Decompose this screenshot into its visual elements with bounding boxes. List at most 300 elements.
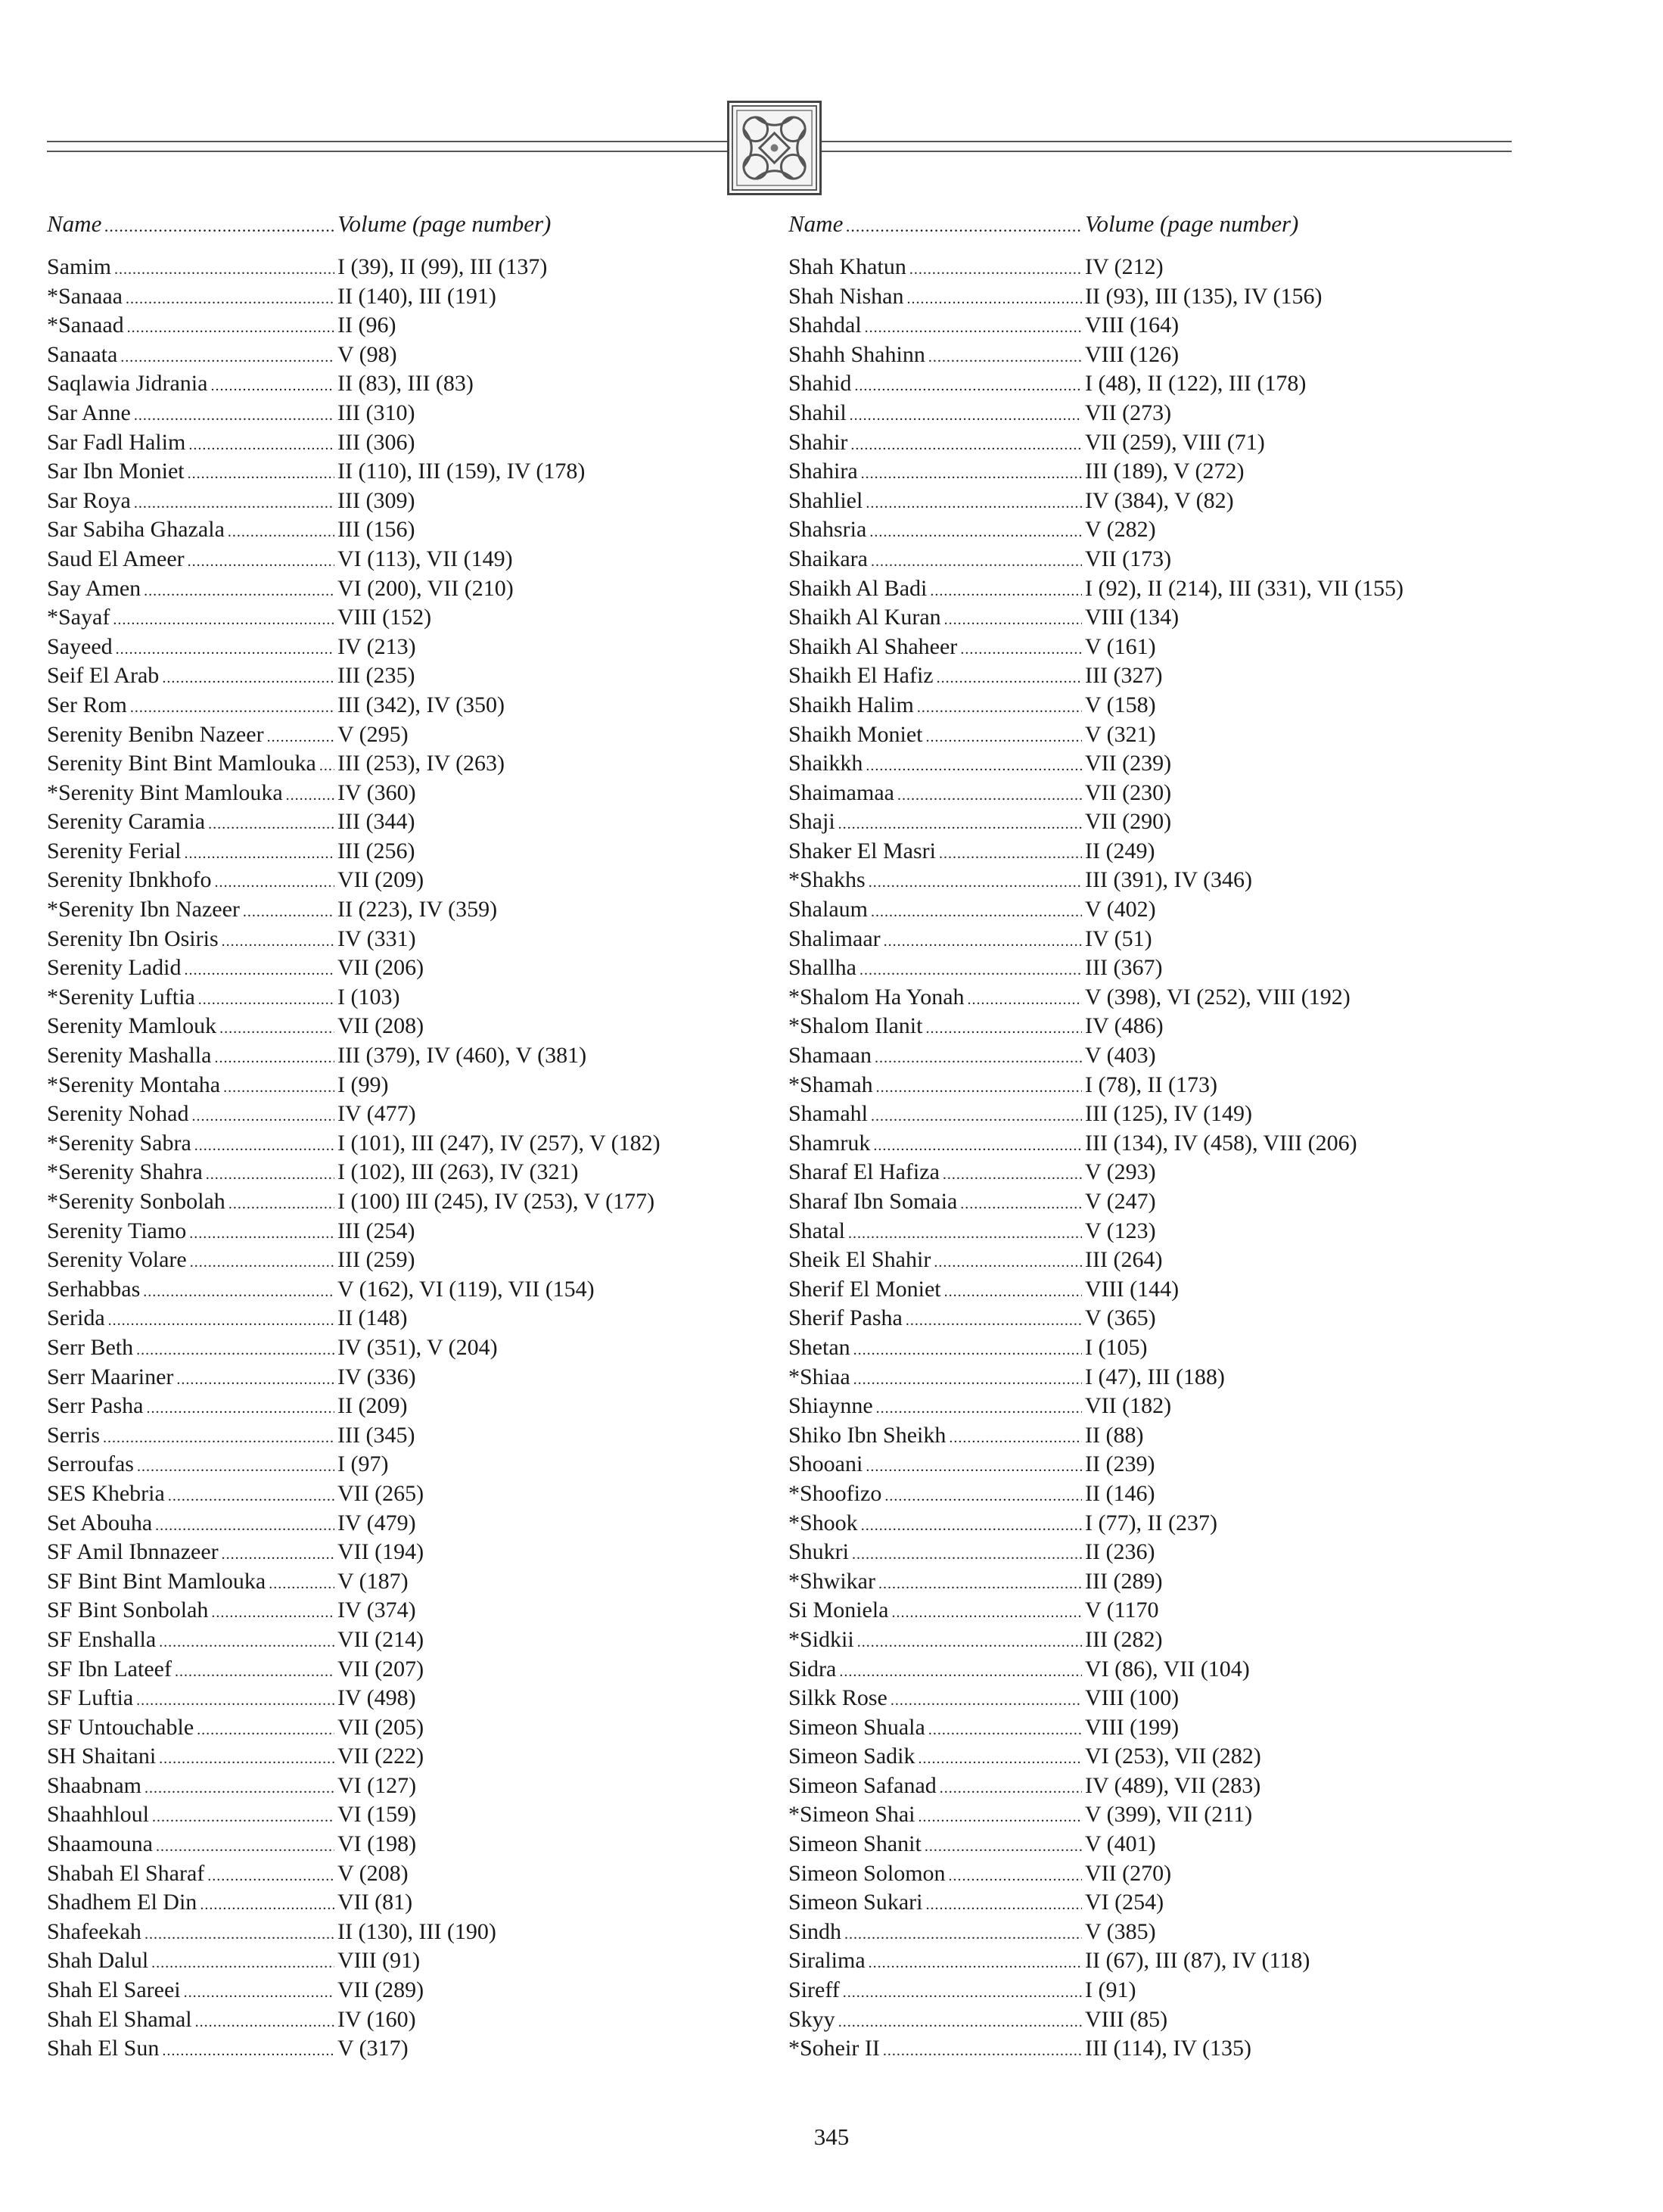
entry-volumes: V (317) [337,2036,409,2061]
index-entry [788,1393,1403,1423]
dot-leader [146,1393,334,1419]
entry-name: Shetan [788,1334,850,1360]
dot-leader [925,1831,1082,1857]
entry-volumes: VII (81) [337,1890,413,1915]
entry-volumes: IV (331) [337,926,416,951]
dot-leader [928,342,1082,368]
entry-volumes: III (134), IV (458), VIII (206) [1085,1130,1357,1156]
entry-name: Sar Roya [47,487,131,513]
index-entry [47,897,661,926]
index-entry [788,955,1403,985]
entry-volumes: VII (206) [337,955,424,981]
entry-name: Simeon Sukari [788,1890,923,1915]
entry-name: *Serenity Luftia [47,984,195,1010]
entry-name: Shallha [788,955,856,981]
index-entry [788,1364,1403,1394]
index-entry [788,1890,1403,1919]
entry-name: *Sidkii [788,1626,854,1652]
entry-name: Shadhem El Din [47,1890,197,1915]
entry-name: Serenity Benibn Nazeer [47,721,264,747]
index-entry [788,1977,1403,2007]
entry-volumes: VII (214) [337,1626,424,1652]
entry-name: Shamaan [788,1043,872,1069]
index-entry [47,371,661,400]
entry-volumes: VI (113), VII (149) [337,546,513,571]
entry-volumes: I (97) [337,1451,389,1477]
index-entry [788,1159,1403,1189]
dot-leader [176,1364,334,1390]
entry-volumes: III (342), IV (350) [337,692,505,717]
dot-leader [919,1744,1082,1769]
index-entry [788,780,1403,810]
entry-volumes: V (161) [1085,633,1156,659]
dot-leader [866,1451,1082,1477]
dot-leader [144,576,334,602]
dot-leader [143,1277,334,1302]
index-entry [47,1247,661,1277]
entry-name: Sidra [788,1656,837,1682]
dot-leader [871,897,1082,922]
dot-leader [875,1043,1082,1069]
dot-leader [195,2007,334,2033]
entry-name: *Shakhs [788,867,866,893]
entry-name: Si Moniela [788,1598,889,1623]
entry-volumes: VII (194) [337,1539,424,1565]
entry-name: Simeon Safanad [788,1772,937,1798]
entry-volumes: I (92), II (214), III (331), VII (155) [1085,575,1403,601]
entry-volumes: III (309) [337,487,415,513]
entry-volumes: I (101), III (247), IV (257), V (182) [337,1130,661,1156]
entry-volumes: III (254) [337,1218,415,1243]
entry-volumes: I (102), III (263), IV (321) [337,1159,579,1185]
entry-name: Shaikh Al Badi [788,575,928,601]
entry-volumes: VII (273) [1085,400,1172,425]
index-entry [788,1335,1403,1364]
index-entry [47,985,661,1014]
entry-name: Sharaf El Hafiza [788,1159,940,1185]
entry-volumes: IV (374) [337,1598,416,1623]
dot-leader [134,488,334,514]
dot-leader [156,1831,334,1857]
entry-volumes: II (88) [1085,1422,1144,1448]
entry-name: Serenity Ferial [47,838,182,863]
dot-leader [866,751,1082,776]
entry-name: Shiko Ibn Sheikh [788,1422,947,1448]
dot-leader [943,1159,1082,1185]
entry-volumes: V (295) [337,721,409,747]
dot-leader [866,488,1082,514]
index-entry [788,605,1403,634]
index-entry [47,1189,661,1218]
entry-volumes: II (209) [337,1393,408,1419]
entry-volumes: VIII (85) [1085,2006,1168,2032]
index-entry [788,1101,1403,1131]
index-entry [788,634,1403,664]
entry-volumes: V (1170 [1085,1598,1159,1623]
dot-leader [940,1773,1082,1799]
index-entry [788,254,1403,284]
dot-leader [159,1627,334,1653]
entry-name: Shaji [788,809,835,835]
entry-name: Shahid [788,371,852,397]
entry-volumes: VII (208) [337,1013,424,1039]
volume-header: Volume (page number) [1085,210,1299,237]
index-entry [788,1569,1403,1598]
index-entry [47,1744,661,1773]
entry-volumes: III (327) [1085,663,1163,689]
entry-name: *Sanaaa [47,283,123,309]
dot-leader [168,1481,334,1507]
dot-leader [159,1744,334,1769]
index-entry [788,1773,1403,1803]
entry-name: Shahira [788,459,858,484]
index-entry [47,342,661,372]
entry-name: SF Ibn Lateef [47,1656,172,1682]
entry-volumes: IV (360) [337,779,416,805]
entry-name: Silkk Rose [788,1685,887,1711]
dot-leader [162,2036,334,2061]
left-entry-list [47,254,661,2065]
entry-name: Serenity Nohad [47,1101,189,1127]
entry-volumes: IV (479) [337,1510,416,1535]
entry-name: Serenity Bint Bint Mamlouka [47,751,316,776]
entry-name: Shahsria [788,517,867,543]
entry-volumes: V (403) [1085,1043,1156,1069]
index-entry [788,1072,1403,1102]
dot-leader [207,1861,334,1887]
entry-name: Serr Beth [47,1334,134,1360]
entry-name: *Serenity Shahra [47,1159,203,1185]
index-entry [788,1451,1403,1481]
entry-volumes: II (93), III (135), IV (156) [1085,283,1323,309]
entry-name: Simeon Sadik [788,1744,915,1769]
index-entry [47,809,661,838]
entry-volumes: V (398), VI (252), VIII (192) [1085,984,1351,1010]
index-entry [47,517,661,546]
index-entry [47,2007,661,2036]
entry-volumes: III (189), V (272) [1085,459,1245,484]
dot-leader [184,1977,334,2003]
entry-volumes: VII (265) [337,1480,424,1506]
index-entry [47,1657,661,1686]
index-entry [788,1131,1403,1160]
index-entry [47,692,661,722]
index-entry [788,1744,1403,1773]
right-column-header [788,210,1403,245]
entry-volumes: I (78), II (173) [1085,1072,1217,1097]
entry-name: Sherif El Moniet [788,1276,941,1302]
index-entry [788,400,1403,430]
index-entry [47,1451,661,1481]
entry-name: Sayeed [47,633,113,659]
entry-volumes: IV (486) [1085,1013,1164,1039]
entry-volumes: III (125), IV (149) [1085,1101,1253,1127]
index-entry [788,488,1403,518]
celtic-knot-icon [727,101,822,195]
entry-volumes: I (99) [337,1072,389,1097]
entry-volumes: III (282) [1085,1626,1163,1652]
entry-volumes: II (140), III (191) [337,283,496,309]
entry-name: *Serenity Bint Mamlouka [47,779,283,805]
dot-leader [211,1598,334,1623]
entry-name: Shalaum [788,897,868,922]
index-entry [47,1159,661,1189]
entry-name: Shahil [788,400,847,425]
dot-leader [949,1861,1082,1887]
entry-name: Seif El Arab [47,663,160,689]
entry-name: *Shalom Ha Yonah [788,984,965,1010]
index-entry [788,1919,1403,1949]
entry-name: Sherif Pasha [788,1305,903,1331]
index-entry [47,1861,661,1890]
dot-leader [126,284,334,310]
entry-volumes: VIII (152) [337,605,432,630]
entry-name: Shah El Shamal [47,2006,192,2032]
index-entry [788,838,1403,868]
index-entry [788,751,1403,780]
entry-name: SH Shaitani [47,1744,157,1769]
entry-volumes: VII (222) [337,1744,424,1769]
dot-leader [134,400,334,426]
entry-name: Shamahl [788,1101,868,1127]
dot-leader [286,780,334,806]
entry-name: Shaamouna [47,1831,153,1857]
index-entry [47,663,661,692]
entry-name: *Shook [788,1510,858,1535]
index-entry [47,1423,661,1452]
dot-leader [869,1948,1082,1974]
index-entry [47,1539,661,1569]
entry-name: Serenity Tiamo [47,1218,187,1243]
entry-volumes: VIII (199) [1085,1714,1180,1740]
dot-leader [188,430,334,456]
dot-leader [145,1919,334,1945]
entry-volumes: II (148) [337,1305,408,1331]
index-entry [47,605,661,634]
index-entry [47,430,661,459]
dot-leader [114,254,334,280]
entry-volumes: VII (205) [337,1714,424,1740]
dot-leader [210,371,334,397]
entry-name: Shaikh Al Shaheer [788,633,958,659]
dot-leader [269,1569,334,1594]
entry-volumes: VI (254) [1085,1890,1164,1915]
entry-volumes: VIII (134) [1085,605,1180,630]
dot-leader [190,1247,334,1273]
dot-leader [243,897,334,922]
index-entry [47,2036,661,2065]
dot-leader [937,663,1082,689]
dot-leader [930,576,1082,602]
entry-volumes: VIII (91) [337,1948,421,1974]
index-entry [788,1831,1403,1861]
right-entry-list [788,254,1403,2065]
index-entry [47,1773,661,1803]
index-entry [47,284,661,313]
entry-volumes: V (402) [1085,897,1156,922]
dot-leader [228,517,334,543]
entry-name: Shah El Sun [47,2036,160,2061]
entry-volumes: V (282) [1085,517,1156,543]
entry-volumes: V (293) [1085,1159,1156,1185]
entry-volumes: VI (159) [337,1802,417,1828]
entry-name: Sindh [788,1918,842,1944]
entry-volumes: III (253), IV (263) [337,751,505,776]
dot-leader [228,1189,334,1215]
index-entry [47,400,661,430]
entry-volumes: II (130), III (190) [337,1918,496,1944]
entry-volumes: IV (384), V (82) [1085,487,1234,513]
entry-name: Shabah El Sharaf [47,1860,205,1886]
dot-leader [197,1715,334,1741]
entry-volumes: IV (498) [337,1685,416,1711]
dot-leader [127,313,334,338]
entry-volumes: V (365) [1085,1305,1156,1331]
dot-leader [155,1510,334,1536]
entry-name: Serenity Mashalla [47,1043,212,1069]
dot-leader [267,722,334,748]
index-entry [47,313,661,342]
entry-name: SF Bint Sonbolah [47,1598,209,1623]
entry-name: Shiaynne [788,1393,873,1419]
entry-name: *Serenity Montaha [47,1072,221,1097]
entry-name: *Shwikar [788,1568,875,1594]
entry-name: Sar Sabiha Ghazala [47,517,225,543]
entry-volumes: IV (51) [1085,926,1152,951]
entry-volumes: VII (173) [1085,546,1172,571]
entry-name: SF Bint Bint Mamlouka [47,1568,266,1594]
dot-leader [116,634,334,660]
index-entry [47,1802,661,1831]
entry-name: Serenity Volare [47,1247,187,1273]
index-entry [47,1510,661,1540]
index-entry [788,1043,1403,1072]
entry-volumes: III (306) [337,429,415,455]
dot-leader [214,1043,334,1069]
entry-volumes: III (259) [337,1247,415,1273]
entry-volumes: II (239) [1085,1451,1155,1477]
index-entry [47,1043,661,1072]
entry-name: Serida [47,1305,105,1331]
entry-volumes: II (146) [1085,1480,1155,1506]
index-entry [788,576,1403,605]
index-entry [47,1364,661,1394]
dot-leader [838,2007,1082,2033]
entry-volumes: VIII (126) [1085,341,1180,367]
dot-leader [876,1393,1082,1419]
entry-volumes: III (345) [337,1422,415,1448]
index-entry [788,897,1403,926]
entry-name: *Sanaad [47,313,124,338]
dot-leader [897,780,1082,806]
index-entry [47,634,661,664]
entry-name: Shalimaar [788,926,881,951]
index-entry [47,1919,661,1949]
entry-volumes: VIII (100) [1085,1685,1180,1711]
dot-leader [926,1890,1083,1915]
entry-volumes: I (48), II (122), III (178) [1085,371,1307,397]
index-entry [788,430,1403,459]
index-entry [788,1685,1403,1715]
entry-volumes: II (96) [337,313,396,338]
entry-volumes: IV (351), V (204) [337,1334,498,1360]
name-header: Name [788,210,844,237]
entry-name: Shahh Shahinn [788,341,925,367]
index-entry [47,1598,661,1627]
dot-leader [926,722,1083,748]
entry-name: *Serenity Sonbolah [47,1189,225,1214]
entry-volumes: II (223), IV (359) [337,897,498,922]
index-entry [788,342,1403,372]
index-entry [788,517,1403,546]
entry-volumes: V (401) [1085,1831,1156,1857]
dot-leader [917,692,1082,718]
entry-volumes: II (83), III (83) [337,371,474,397]
entry-name: Simeon Shuala [788,1714,925,1740]
index-entry [47,1393,661,1423]
entry-volumes: III (235) [337,663,415,689]
dot-leader [838,809,1082,835]
entry-name: Shaikh Moniet [788,721,923,747]
index-entry [47,780,661,810]
index-entry [47,546,661,576]
index-entry [47,1218,661,1248]
index-entry [47,1685,661,1715]
entry-name: Siralima [788,1948,866,1974]
dot-leader [854,371,1082,397]
dot-leader [853,1364,1082,1390]
entry-volumes: III (264) [1085,1247,1163,1273]
entry-volumes: I (77), II (237) [1085,1510,1217,1535]
dot-leader [130,692,334,718]
left-column [47,210,661,2065]
entry-name: Shaikh Halim [788,692,914,717]
entry-name: Shaabnam [47,1772,141,1798]
index-entry [47,1481,661,1510]
entry-name: Sharaf Ibn Somaia [788,1189,958,1214]
dot-leader [189,1218,334,1244]
entry-name: Shahir [788,429,848,455]
entry-name: Shaikara [788,546,868,571]
entry-volumes: VII (230) [1085,779,1172,805]
entry-name: *Serenity Sabra [47,1130,191,1156]
index-entry [788,1305,1403,1335]
index-entry [47,1569,661,1598]
page-number: 345 [813,2123,850,2150]
entry-name: Shooani [788,1451,863,1477]
dot-leader [152,1802,334,1828]
entry-name: Serenity Ladid [47,955,182,981]
index-entry [47,1101,661,1131]
entry-name: Simeon Solomon [788,1860,946,1886]
entry-volumes: IV (212) [1085,254,1164,279]
index-entry [788,1802,1403,1831]
entry-name: SF Luftia [47,1685,134,1711]
entry-name: Sanaata [47,341,118,367]
entry-volumes: V (208) [337,1860,409,1886]
dot-leader [850,400,1082,426]
dot-leader [869,517,1082,543]
dot-leader [853,1335,1082,1361]
entry-name: Sar Fadl Halim [47,429,186,455]
dot-leader [200,1890,334,1915]
dot-leader [103,1423,334,1448]
entry-name: Shah El Sareei [47,1977,181,2003]
index-entry [47,838,661,868]
entry-volumes: VII (289) [337,1977,424,2003]
dot-leader [844,1919,1082,1945]
entry-name: Shaikkh [788,751,863,776]
